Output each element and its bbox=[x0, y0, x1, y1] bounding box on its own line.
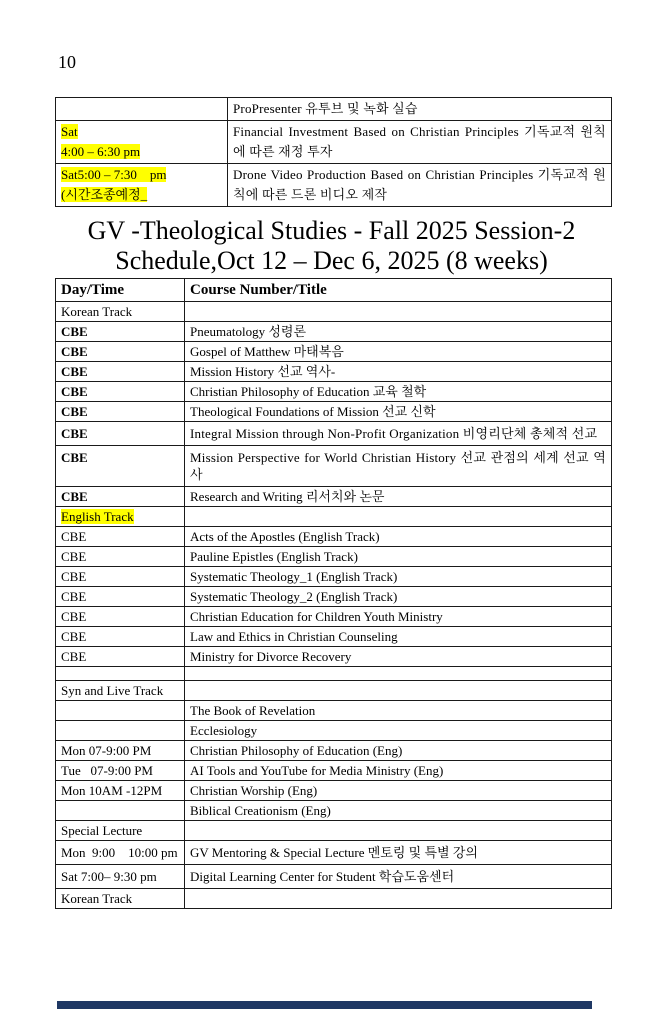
day-time-cell: CBE bbox=[56, 446, 185, 487]
course-title-cell: Financial Investment Based on Christian Principles 기독교적 원칙에 따른 재정 투자 bbox=[228, 121, 612, 164]
day-time-cell: CBE bbox=[56, 322, 185, 342]
day-time-cell: Mon 9:00 10:00 pm bbox=[56, 841, 185, 865]
course-title-cell bbox=[185, 889, 612, 909]
page-title-line2: Schedule,Oct 12 – Dec 6, 2025 (8 weeks) bbox=[115, 246, 548, 275]
course-title-cell bbox=[185, 667, 612, 681]
course-title-cell: Law and Ethics in Christian Counseling bbox=[185, 627, 612, 647]
footer-divider-bar bbox=[57, 1001, 592, 1009]
page-title bbox=[0, 216, 663, 276]
schedule-row bbox=[56, 527, 612, 547]
schedule-row bbox=[56, 667, 612, 681]
course-title-cell: Mission Perspective for World Christian History 선교 관점의 세계 선교 역사 bbox=[185, 446, 612, 487]
highlighted-text: 4:00 – 6:30 pm bbox=[61, 144, 141, 159]
day-time-cell: CBE bbox=[56, 647, 185, 667]
course-title-cell bbox=[185, 681, 612, 701]
time-line bbox=[61, 142, 222, 162]
schedule-header-row bbox=[56, 279, 612, 302]
course-title-cell: Digital Learning Center for Student 학습도움센터 bbox=[185, 865, 612, 889]
course-title-cell: Christian Philosophy of Education 교육 철학 bbox=[185, 382, 612, 402]
schedule-row bbox=[56, 627, 612, 647]
day-time-cell bbox=[56, 667, 185, 681]
course-title-cell: Systematic Theology_2 (English Track) bbox=[185, 587, 612, 607]
day-time-cell: CBE bbox=[56, 567, 185, 587]
course-title-cell: Ministry for Divorce Recovery bbox=[185, 647, 612, 667]
schedule-row bbox=[56, 647, 612, 667]
schedule-table-body bbox=[56, 279, 612, 909]
day-time-cell bbox=[56, 721, 185, 741]
schedule-row bbox=[56, 422, 612, 446]
course-title-cell: Pneumatology 성령론 bbox=[185, 322, 612, 342]
course-title-cell bbox=[185, 821, 612, 841]
course-title-cell: Christian Worship (Eng) bbox=[185, 781, 612, 801]
day-time-cell: Syn and Live Track bbox=[56, 681, 185, 701]
day-time-cell: Korean Track bbox=[56, 889, 185, 909]
course-title-cell: GV Mentoring & Special Lecture 멘토링 및 특별 강의 bbox=[185, 841, 612, 865]
schedule-row bbox=[56, 362, 612, 382]
schedule-row bbox=[56, 865, 612, 889]
course-title-cell: Gospel of Matthew 마태복음 bbox=[185, 342, 612, 362]
schedule-table bbox=[55, 278, 612, 909]
day-time-cell: CBE bbox=[56, 527, 185, 547]
schedule-row bbox=[56, 342, 612, 362]
highlighted-text: Sat bbox=[61, 124, 78, 139]
time-cell bbox=[56, 98, 228, 121]
day-time-cell: CBE bbox=[56, 587, 185, 607]
time-line bbox=[61, 122, 222, 142]
highlighted-text: (시간조종예정_ bbox=[61, 187, 148, 202]
day-time-cell bbox=[56, 801, 185, 821]
course-title-cell: Research and Writing 리서치와 논문 bbox=[185, 487, 612, 507]
schedule-row bbox=[56, 322, 612, 342]
schedule-row bbox=[56, 587, 612, 607]
schedule-row bbox=[56, 781, 612, 801]
schedule-row bbox=[56, 402, 612, 422]
highlighted-text: Sat5:00 – 7:30 pm bbox=[61, 167, 167, 182]
course-title-cell: Pauline Epistles (English Track) bbox=[185, 547, 612, 567]
schedule-row bbox=[56, 382, 612, 402]
top-table-row bbox=[56, 121, 612, 164]
schedule-row bbox=[56, 507, 612, 527]
column-header-course: Course Number/Title bbox=[185, 279, 612, 302]
course-title-cell: Mission History 선교 역사- bbox=[185, 362, 612, 382]
schedule-row bbox=[56, 547, 612, 567]
course-title-cell bbox=[185, 302, 612, 322]
day-time-cell: CBE bbox=[56, 402, 185, 422]
day-time-cell: Korean Track bbox=[56, 302, 185, 322]
schedule-row bbox=[56, 821, 612, 841]
course-title-cell: Biblical Creationism (Eng) bbox=[185, 801, 612, 821]
schedule-row bbox=[56, 567, 612, 587]
course-title-cell: AI Tools and YouTube for Media Ministry (Eng) bbox=[185, 761, 612, 781]
schedule-row bbox=[56, 487, 612, 507]
course-title-cell: Acts of the Apostles (English Track) bbox=[185, 527, 612, 547]
course-title-cell: Drone Video Production Based on Christian Principles 기독교적 원칙에 따른 드론 비디오 제작 bbox=[228, 164, 612, 207]
day-time-cell: CBE bbox=[56, 362, 185, 382]
highlighted-text: English Track bbox=[61, 509, 134, 524]
day-time-cell: CBE bbox=[56, 627, 185, 647]
schedule-row bbox=[56, 701, 612, 721]
day-time-cell: CBE bbox=[56, 382, 185, 402]
day-time-cell: Mon 10AM -12PM bbox=[56, 781, 185, 801]
top-table-body bbox=[56, 98, 612, 207]
course-title-cell: Christian Education for Children Youth Ministry bbox=[185, 607, 612, 627]
course-title-cell: Systematic Theology_1 (English Track) bbox=[185, 567, 612, 587]
schedule-row bbox=[56, 681, 612, 701]
course-title-cell: Integral Mission through Non-Profit Organization 비영리단체 총체적 선교 bbox=[185, 422, 612, 446]
course-title-cell bbox=[185, 507, 612, 527]
day-time-cell: Mon 07-9:00 PM bbox=[56, 741, 185, 761]
day-time-cell: Tue 07-9:00 PM bbox=[56, 761, 185, 781]
course-title-cell: Theological Foundations of Mission 선교 신학 bbox=[185, 402, 612, 422]
course-title-cell: The Book of Revelation bbox=[185, 701, 612, 721]
top-schedule-table bbox=[55, 97, 612, 207]
day-time-cell: Sat 7:00– 9:30 pm bbox=[56, 865, 185, 889]
schedule-row bbox=[56, 721, 612, 741]
page-title-line1: GV -Theological Studies - Fall 2025 Session-2 bbox=[87, 216, 576, 245]
time-line bbox=[61, 165, 222, 185]
day-time-cell: CBE bbox=[56, 342, 185, 362]
schedule-row bbox=[56, 446, 612, 487]
schedule-row bbox=[56, 801, 612, 821]
schedule-row bbox=[56, 841, 612, 865]
schedule-row bbox=[56, 741, 612, 761]
day-time-cell: CBE bbox=[56, 547, 185, 567]
column-header-day-time: Day/Time bbox=[56, 279, 185, 302]
course-title-cell: ProPresenter 유투브 및 녹화 실습 bbox=[228, 98, 612, 121]
top-table-row bbox=[56, 98, 612, 121]
day-time-cell: CBE bbox=[56, 422, 185, 446]
schedule-row bbox=[56, 607, 612, 627]
course-title-cell: Christian Philosophy of Education (Eng) bbox=[185, 741, 612, 761]
day-time-cell: CBE bbox=[56, 487, 185, 507]
day-time-cell: CBE bbox=[56, 607, 185, 627]
top-table-row bbox=[56, 164, 612, 207]
course-title-cell: Ecclesiology bbox=[185, 721, 612, 741]
page-number: 10 bbox=[58, 52, 76, 72]
time-line bbox=[61, 185, 222, 205]
day-time-cell bbox=[56, 701, 185, 721]
schedule-row bbox=[56, 889, 612, 909]
schedule-row bbox=[56, 302, 612, 322]
day-time-cell: Special Lecture bbox=[56, 821, 185, 841]
time-cell bbox=[56, 164, 228, 207]
day-time-cell bbox=[56, 507, 185, 527]
schedule-row bbox=[56, 761, 612, 781]
time-cell bbox=[56, 121, 228, 164]
